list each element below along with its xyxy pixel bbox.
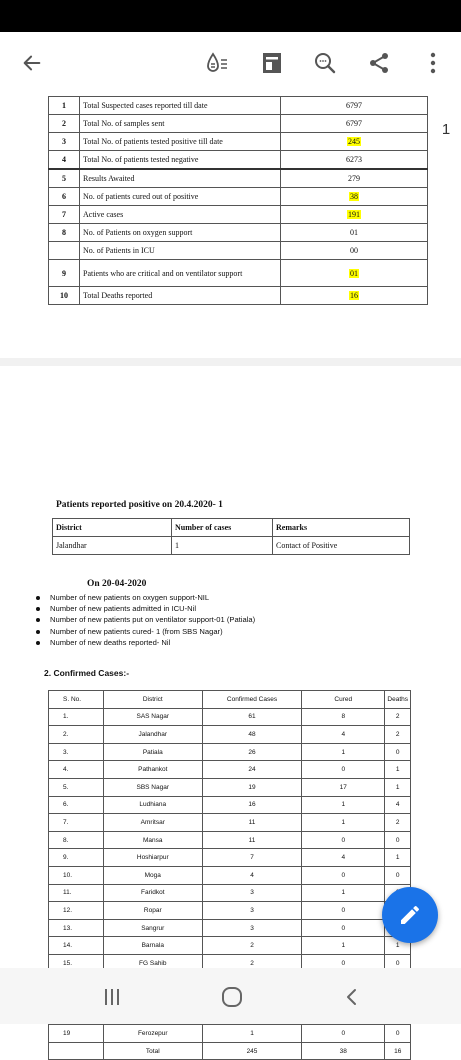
table-cell: 4 [302, 726, 385, 744]
table-cell: 10. [49, 866, 104, 884]
table-cell: 7 [49, 206, 80, 224]
table-row [49, 743, 411, 761]
column-header: S. No. [49, 691, 104, 709]
table-cell: 2 [385, 708, 411, 726]
value-text: 6797 [346, 119, 362, 128]
table-cell: 1 [302, 937, 385, 955]
table-row [49, 884, 411, 902]
table-cell: 9 [49, 260, 80, 287]
table-cell: 1 [385, 778, 411, 796]
table-cell: Total No. of patients tested negative [80, 151, 281, 170]
table-cell: 2. [49, 726, 104, 744]
table-cell: Faridkot [103, 884, 202, 902]
column-header: Number of cases [172, 519, 273, 537]
table-cell [281, 97, 428, 115]
table-cell: Active cases [80, 206, 281, 224]
value-text: 38 [350, 192, 358, 201]
table-cell: SBS Nagar [103, 778, 202, 796]
table-cell: 1 [49, 97, 80, 115]
summary-table [48, 96, 428, 305]
pdf-page-2 [0, 366, 461, 1055]
table-cell: 14. [49, 937, 104, 955]
search-icon[interactable] [308, 46, 342, 80]
table-cell: 11 [202, 831, 301, 849]
table-cell: 0 [302, 954, 385, 972]
table-row [49, 902, 411, 920]
table-cell: No. of Patients in ICU [80, 242, 281, 260]
table-cell: Total No. of patients tested positive till date [80, 133, 281, 151]
table-cell: 2 [202, 954, 301, 972]
system-nav-bar [0, 968, 461, 1024]
table-row [49, 97, 428, 115]
table-row [49, 260, 428, 287]
table-cell: 1 [302, 814, 385, 832]
text-to-speech-icon[interactable] [200, 46, 234, 80]
table-cell: Jalandhar [53, 537, 172, 555]
value-text: 191 [348, 210, 360, 219]
table-cell: 1 [302, 884, 385, 902]
new-positive-header-row [53, 519, 410, 537]
table-cell: 6 [49, 188, 80, 206]
table-cell: 2 [202, 937, 301, 955]
share-icon[interactable] [362, 46, 396, 80]
table-row [49, 778, 411, 796]
table-cell [49, 242, 80, 260]
recent-apps-icon[interactable] [92, 980, 132, 1014]
table-cell [281, 287, 428, 305]
table-cell [281, 151, 428, 170]
confirmed-cases-heading: 2. Confirmed Cases:- [44, 668, 130, 678]
back-arrow-icon[interactable] [15, 46, 49, 80]
table-cell: 0 [302, 761, 385, 779]
edit-fab-button[interactable] [382, 887, 438, 943]
table-row [49, 206, 428, 224]
table-row [49, 151, 428, 170]
table-cell: 11 [202, 814, 301, 832]
table-row [49, 169, 428, 188]
table-cell [281, 188, 428, 206]
table-cell: 1 [172, 537, 273, 555]
table-cell: 2 [385, 726, 411, 744]
table-cell [281, 169, 428, 188]
value-text: 01 [350, 228, 358, 237]
table-row [49, 115, 428, 133]
table-cell: 12. [49, 902, 104, 920]
table-row [49, 1025, 411, 1043]
table-row [49, 796, 411, 814]
column-header: District [53, 519, 172, 537]
table-row [49, 919, 411, 937]
list-item: Number of new patients on oxygen support-NIL [36, 592, 255, 603]
table-row [49, 133, 428, 151]
table-cell: 19 [49, 1025, 104, 1043]
table-cell: Jalandhar [103, 726, 202, 744]
table-cell: Total [103, 1042, 202, 1060]
table-cell: 0 [302, 919, 385, 937]
column-header: District [103, 691, 202, 709]
table-row [49, 242, 428, 260]
table-cell: Total Suspected cases reported till date [80, 97, 281, 115]
confirmed-header-row [49, 691, 411, 709]
home-icon[interactable] [212, 980, 252, 1014]
table-cell: Results Awaited [80, 169, 281, 188]
new-positive-table [52, 518, 410, 555]
value-text: 6797 [346, 101, 362, 110]
table-cell: 17 [302, 778, 385, 796]
table-row [49, 287, 428, 305]
table-cell: Sangrur [103, 919, 202, 937]
column-header: Cured [302, 691, 385, 709]
table-cell: FG Sahib [103, 954, 202, 972]
table-cell: Pathankot [103, 761, 202, 779]
table-cell: 26 [202, 743, 301, 761]
reading-mode-icon[interactable] [255, 46, 289, 80]
table-cell: 9. [49, 849, 104, 867]
table-cell: 1. [49, 708, 104, 726]
table-cell: SAS Nagar [103, 708, 202, 726]
list-item: Number of new patients admitted in ICU-Nil [36, 603, 255, 614]
table-cell: 0 [302, 1025, 385, 1043]
table-cell: Barnala [103, 937, 202, 955]
table-cell: Hoshiarpur [103, 849, 202, 867]
table-cell: Patients who are critical and on ventilator support [80, 260, 281, 287]
table-cell: 2 [49, 115, 80, 133]
update-date-heading: On 20-04-2020 [87, 579, 147, 589]
table-cell: 4 [302, 849, 385, 867]
table-cell: Amritsar [103, 814, 202, 832]
new-positive-title: Patients reported positive on 20.4.2020- 1 [56, 500, 223, 510]
status-bar [0, 0, 461, 32]
table-cell: Total No. of samples sent [80, 115, 281, 133]
table-row [49, 814, 411, 832]
table-row [49, 937, 411, 955]
table-cell: 16 [385, 1042, 411, 1060]
document-viewer[interactable] [0, 94, 461, 1055]
table-cell: Ferozepur [103, 1025, 202, 1043]
table-cell: 3 [202, 902, 301, 920]
table-cell [281, 242, 428, 260]
value-text: 01 [350, 268, 358, 278]
table-cell: Patiala [103, 743, 202, 761]
table-row [49, 224, 428, 242]
table-cell: 8. [49, 831, 104, 849]
table-cell: 4 [385, 796, 411, 814]
table-cell: 10 [49, 287, 80, 305]
table-cell: 48 [202, 726, 301, 744]
new-positive-row [53, 537, 410, 555]
column-header: Confirmed Cases [202, 691, 301, 709]
table-cell [281, 115, 428, 133]
total-row [49, 1042, 411, 1060]
table-cell: 1 [385, 761, 411, 779]
table-cell: 0 [385, 831, 411, 849]
table-cell: 1 [385, 937, 411, 955]
table-cell: 0 [302, 866, 385, 884]
table-cell: 24 [202, 761, 301, 779]
table-cell: 15. [49, 954, 104, 972]
edit-pencil-icon [398, 903, 422, 927]
table-cell: Mansa [103, 831, 202, 849]
table-cell: 2 [385, 814, 411, 832]
table-cell: 4. [49, 761, 104, 779]
table-cell: 4 [49, 151, 80, 170]
back-icon[interactable] [332, 980, 372, 1014]
table-cell: 6. [49, 796, 104, 814]
list-item: Number of new patients cured- 1 (from SBS Nagar) [36, 626, 255, 637]
table-cell: 1 [302, 743, 385, 761]
table-cell: 1 [302, 796, 385, 814]
table-cell: 0 [385, 1025, 411, 1043]
table-cell: 1 [202, 1025, 301, 1043]
table-cell [281, 260, 428, 287]
list-item: Number of new patients put on ventilator support-01 (Patiala) [36, 614, 255, 625]
table-cell: No. of Patients on oxygen support [80, 224, 281, 242]
table-cell: 3 [202, 919, 301, 937]
table-cell: No. of patients cured out of positive [80, 188, 281, 206]
table-cell: 13. [49, 919, 104, 937]
update-bullet-list [36, 592, 255, 648]
value-text: 00 [350, 246, 358, 255]
app-toolbar [0, 32, 461, 94]
list-item: Number of new deaths reported- Nil [36, 637, 255, 648]
value-text: 279 [348, 174, 360, 183]
table-cell [281, 206, 428, 224]
table-cell: 19 [202, 778, 301, 796]
table-cell: 4 [202, 866, 301, 884]
table-cell: 38 [302, 1042, 385, 1060]
table-cell [281, 133, 428, 151]
table-cell: 3. [49, 743, 104, 761]
table-row [49, 708, 411, 726]
table-row [49, 831, 411, 849]
column-header: Remarks [273, 519, 410, 537]
table-cell: 5. [49, 778, 104, 796]
table-cell: 245 [202, 1042, 301, 1060]
more-options-icon[interactable] [416, 46, 450, 80]
table-cell: 3 [202, 884, 301, 902]
table-cell: 11. [49, 884, 104, 902]
table-cell [49, 1042, 104, 1060]
table-cell: 7. [49, 814, 104, 832]
table-cell: 1 [385, 849, 411, 867]
table-row [49, 761, 411, 779]
table-cell: Ropar [103, 902, 202, 920]
table-cell: 0 [302, 831, 385, 849]
table-cell: 8 [49, 224, 80, 242]
table-cell: 7 [202, 849, 301, 867]
table-cell: Moga [103, 866, 202, 884]
table-cell: 0 [302, 902, 385, 920]
value-text: 6273 [346, 155, 362, 164]
column-header: Deaths [385, 691, 411, 709]
table-cell [281, 224, 428, 242]
table-row [49, 188, 428, 206]
table-cell: 61 [202, 708, 301, 726]
pdf-page-1 [0, 94, 461, 358]
table-cell: 0 [385, 743, 411, 761]
table-cell: 0 [385, 866, 411, 884]
table-cell: 8 [302, 708, 385, 726]
table-row [49, 726, 411, 744]
table-cell: Ludhiana [103, 796, 202, 814]
table-row [49, 849, 411, 867]
table-cell: Total Deaths reported [80, 287, 281, 305]
page-number-badge: 1 [441, 120, 451, 138]
table-cell: Contact of Positive [273, 537, 410, 555]
table-cell: 16 [202, 796, 301, 814]
value-text: 245 [348, 137, 360, 146]
table-cell: 5 [49, 169, 80, 188]
table-cell: 0 [385, 954, 411, 972]
value-text: 16 [350, 291, 358, 300]
table-row [49, 866, 411, 884]
table-cell: 3 [49, 133, 80, 151]
